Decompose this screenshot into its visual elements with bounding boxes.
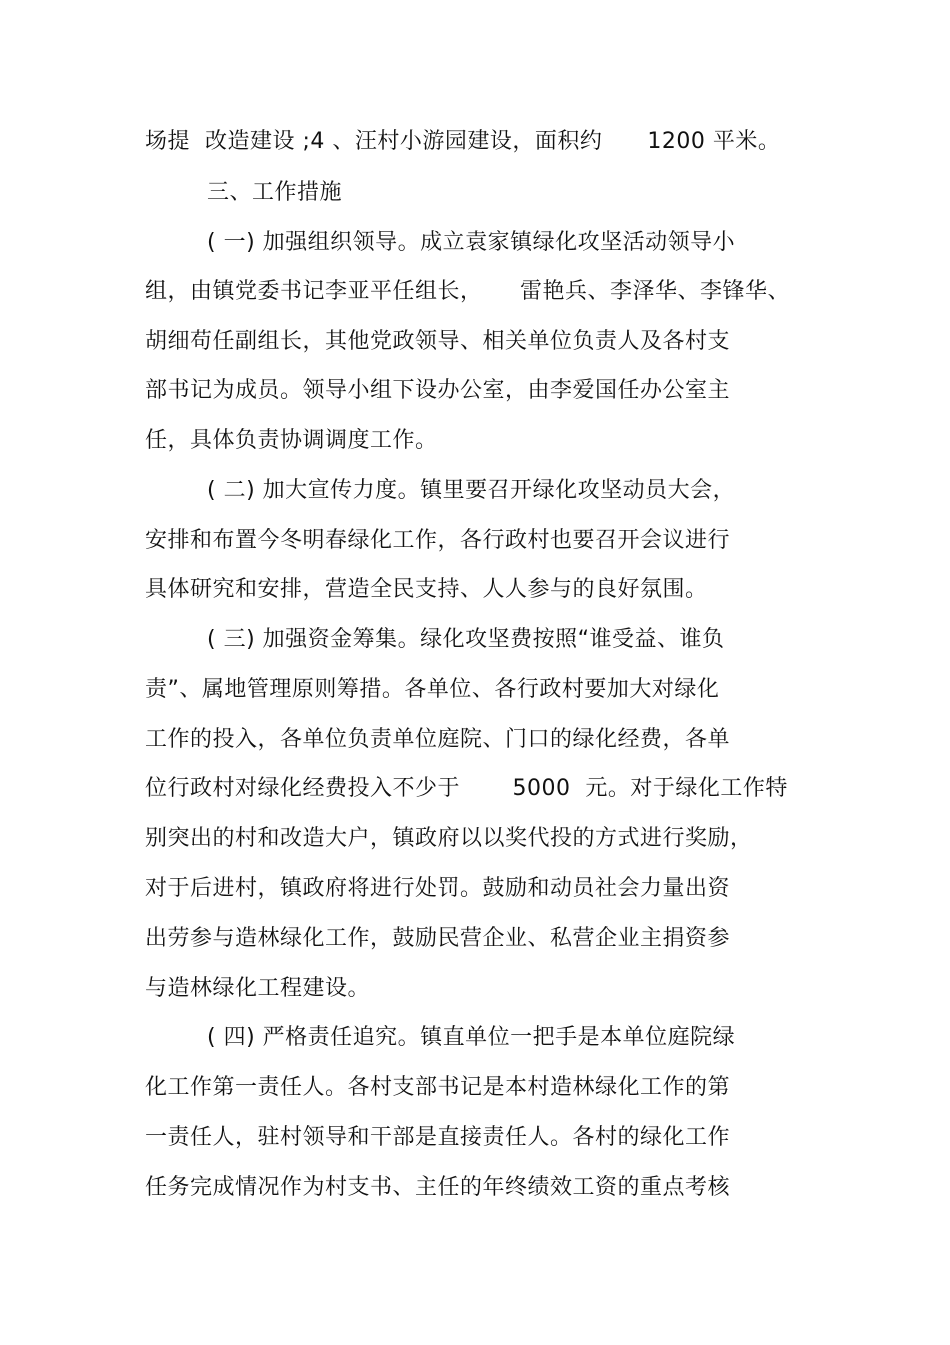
text-line: 任，具体负责协调调度工作。 — [145, 428, 438, 453]
text-line: 一责任人，驻村领导和干部是直接责任人。各村的绿化工作 — [145, 1125, 731, 1150]
text-line: 安排和布置今冬明春绿化工作，各行政村也要召开会议进行 — [145, 528, 731, 553]
text-line: 责”、属地管理原则筹措。各单位、各行政村要加大对绿化 — [145, 677, 720, 702]
paragraph-start: ( 二) 加大宣传力度。镇里要召开绿化攻坚动员大会， — [207, 478, 736, 503]
text-line: 位行政村对绿化经费投入不少于 5000 元。对于绿化工作特 — [145, 776, 788, 801]
text-line: 部书记为成员。领导小组下设办公室，由李爱国任办公室主 — [145, 378, 731, 403]
text-line: 出劳参与造林绿化工作，鼓励民营企业、私营企业主捐资参 — [145, 926, 731, 951]
paragraph-start: ( 一) 加强组织领导。成立袁家镇绿化攻坚活动领导小 — [207, 230, 736, 255]
text-line: 与造林绿化工程建设。 — [145, 976, 371, 1001]
text-line: 组，由镇党委书记李亚平任组长， 雷艳兵、李泽华、李锋华、 — [145, 279, 790, 304]
text-line: 化工作第一责任人。各村支部书记是本村造林绿化工作的第 — [145, 1075, 731, 1100]
text-line: 任务完成情况作为村支书、主任的年终绩效工资的重点考核 — [145, 1175, 731, 1200]
text-line: 场提 改造建设 ;4 、汪村小游园建设，面积约 1200 平米。 — [145, 129, 781, 154]
text-line: 具体研究和安排，营造全民支持、人人参与的良好氛围。 — [145, 577, 708, 602]
text-line: 别突出的村和改造大户，镇政府以以奖代投的方式进行奖励， — [145, 826, 753, 851]
text-line: 工作的投入，各单位负责单位庭院、门口的绿化经费，各单 — [145, 727, 731, 752]
paragraph-start: ( 四) 严格责任追究。镇直单位一把手是本单位庭院绿 — [207, 1025, 736, 1050]
section-heading: 三、工作措施 — [207, 180, 343, 205]
paragraph-start: ( 三) 加强资金筹集。绿化攻坚费按照“谁受益、谁负 — [207, 627, 725, 652]
text-line: 对于后进村，镇政府将进行处罚。鼓励和动员社会力量出资 — [145, 876, 731, 901]
text-line: 胡细苟任副组长，其他党政领导、相关单位负责人及各村支 — [145, 329, 731, 354]
